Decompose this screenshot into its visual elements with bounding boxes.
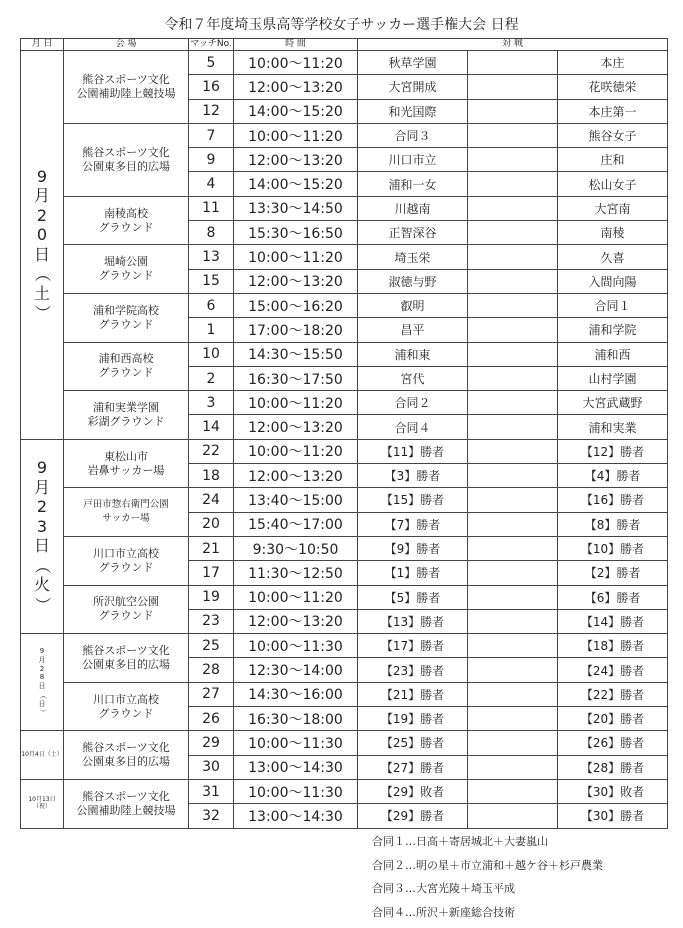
away-team: 【30】敗者 xyxy=(558,779,668,803)
home-team: 【25】勝者 xyxy=(358,731,468,755)
home-team: 【7】勝者 xyxy=(358,512,468,536)
venue-line: 堀崎公園 xyxy=(104,255,148,269)
pairing-spacer xyxy=(468,755,558,779)
match-number: 29 xyxy=(189,731,234,755)
date-label xyxy=(34,167,50,323)
venue-line: 公園補助陸上競技場 xyxy=(76,803,176,817)
home-team: 秋草学園 xyxy=(358,51,468,75)
away-team: 【16】勝者 xyxy=(558,488,668,512)
away-team: 本庄 xyxy=(558,51,668,75)
away-team: 【6】勝者 xyxy=(558,585,668,609)
venue-line: 熊谷スポーツ文化 xyxy=(82,145,170,159)
table-row xyxy=(21,123,668,147)
match-number: 3 xyxy=(189,391,234,415)
pairing-spacer xyxy=(468,51,558,75)
pairing-spacer xyxy=(468,415,558,439)
pairing-spacer xyxy=(468,148,558,172)
venue-cell xyxy=(64,634,189,683)
venue-line: グラウンド xyxy=(98,609,154,623)
match-number: 31 xyxy=(189,779,234,803)
venue-cell xyxy=(64,682,189,731)
table-row xyxy=(21,293,668,317)
venue-cell xyxy=(64,391,189,440)
date-char: 9 xyxy=(39,647,45,656)
match-time: 13:00～14:30 xyxy=(234,804,358,828)
match-time: 15:00～16:20 xyxy=(234,293,358,317)
table-row xyxy=(21,634,668,658)
table-row xyxy=(21,439,668,463)
date-char: 日 xyxy=(38,699,46,708)
match-number: 15 xyxy=(189,269,234,293)
note-line: 合同３…大宮光陵＋埼玉平成 xyxy=(372,882,515,896)
match-number: 23 xyxy=(189,609,234,633)
match-number: 14 xyxy=(189,415,234,439)
pairing-spacer xyxy=(468,293,558,317)
match-number: 1 xyxy=(189,318,234,342)
pairing-spacer xyxy=(468,585,558,609)
away-team: 【24】勝者 xyxy=(558,658,668,682)
away-team: 入間向陽 xyxy=(558,269,668,293)
away-team: 浦和実業 xyxy=(558,415,668,439)
away-team: 【20】勝者 xyxy=(558,707,668,731)
match-time: 10:00～11:20 xyxy=(234,585,358,609)
venue-line: 戸田市惣右衛門公園 xyxy=(83,499,169,511)
pairing-spacer xyxy=(468,536,558,560)
away-team: 大宮南 xyxy=(558,196,668,220)
match-time: 15:40～17:00 xyxy=(234,512,358,536)
pairing-spacer xyxy=(468,391,558,415)
home-team: 【15】勝者 xyxy=(358,488,468,512)
match-time: 14:00～15:20 xyxy=(234,172,358,196)
date-char: （ xyxy=(32,266,52,283)
table-row xyxy=(21,585,668,609)
date-char: 日 xyxy=(33,244,50,264)
header-time: 時 間 xyxy=(234,39,358,51)
notes xyxy=(372,834,603,928)
header-date: 月 日 xyxy=(21,39,64,51)
pairing-spacer xyxy=(468,269,558,293)
home-team: 【29】勝者 xyxy=(358,804,468,828)
venue-cell xyxy=(64,293,189,342)
match-time: 9:30～10:50 xyxy=(234,536,358,560)
schedule-table xyxy=(20,38,668,829)
venue-cell xyxy=(64,245,189,294)
home-team: 【13】勝者 xyxy=(358,609,468,633)
pairing-spacer xyxy=(468,366,558,390)
venue-line: 岩鼻サッカー場 xyxy=(87,463,165,477)
date-cell xyxy=(21,779,64,828)
pairing-spacer xyxy=(468,609,558,633)
away-team: 南稜 xyxy=(558,221,668,245)
date-char: 日 xyxy=(33,536,50,556)
venue-cell xyxy=(64,439,189,488)
home-team: 浦和一女 xyxy=(358,172,468,196)
away-team: 【4】勝者 xyxy=(558,464,668,488)
home-team: 浦和東 xyxy=(358,342,468,366)
pairing-spacer xyxy=(468,464,558,488)
match-number: 2 xyxy=(189,366,234,390)
venue-line: 公園東多目的広場 xyxy=(82,159,170,173)
away-team: 【8】勝者 xyxy=(558,512,668,536)
pairing-spacer xyxy=(468,318,558,342)
venue-line: 川口市立高校 xyxy=(93,546,159,560)
away-team: 久喜 xyxy=(558,245,668,269)
date-cell xyxy=(21,634,64,731)
home-team: 川越南 xyxy=(358,196,468,220)
venue-line: 浦和実業学園 xyxy=(93,400,159,414)
home-team: 【19】勝者 xyxy=(358,707,468,731)
match-number: 9 xyxy=(189,148,234,172)
date-char: ） xyxy=(32,305,52,322)
match-time: 17:00～18:20 xyxy=(234,318,358,342)
match-time: 12:00～13:20 xyxy=(234,75,358,99)
home-team: 【17】勝者 xyxy=(358,634,468,658)
venue-cell xyxy=(64,731,189,780)
venue-line: 熊谷スポーツ文化 xyxy=(82,741,170,755)
away-team: 【22】勝者 xyxy=(558,682,668,706)
date-char: 3 xyxy=(36,516,48,536)
venue-line: 熊谷スポーツ文化 xyxy=(82,72,170,86)
home-team: 昌平 xyxy=(358,318,468,342)
date-cell xyxy=(21,439,64,633)
away-team: 【12】勝者 xyxy=(558,439,668,463)
home-team: 合同３ xyxy=(358,123,468,147)
match-number: 18 xyxy=(189,464,234,488)
home-team: 【21】勝者 xyxy=(358,682,468,706)
match-number: 10 xyxy=(189,342,234,366)
pairing-spacer xyxy=(468,731,558,755)
match-number: 11 xyxy=(189,196,234,220)
away-team: 山村学園 xyxy=(558,366,668,390)
header-match: マッチNo. xyxy=(190,39,232,49)
pairing-spacer xyxy=(468,99,558,123)
pairing-spacer xyxy=(468,123,558,147)
match-number: 12 xyxy=(189,99,234,123)
match-time: 12:00～13:20 xyxy=(234,148,358,172)
match-time: 10:00～11:20 xyxy=(234,439,358,463)
match-number: 28 xyxy=(189,658,234,682)
match-time: 10:00～11:20 xyxy=(234,123,358,147)
date-char: 月 xyxy=(33,477,50,497)
away-team: 花咲徳栄 xyxy=(558,75,668,99)
date-label: 10月4日（土） xyxy=(21,751,63,759)
away-team: 【30】勝者 xyxy=(558,804,668,828)
match-time: 14:30～15:50 xyxy=(234,342,358,366)
pairing-spacer xyxy=(468,172,558,196)
venue-cell xyxy=(64,196,189,245)
home-team: 【11】勝者 xyxy=(358,439,468,463)
note-line: 合同４…所沢＋新座総合技術 xyxy=(372,905,515,919)
match-time: 12:00～13:20 xyxy=(234,609,358,633)
date-char: 2 xyxy=(39,664,45,673)
header-row xyxy=(21,39,668,51)
venue-line: サッカー場 xyxy=(102,513,150,525)
match-time: 10:00～11:30 xyxy=(234,779,358,803)
date-char: ） xyxy=(38,709,47,717)
match-number: 6 xyxy=(189,293,234,317)
pairing-spacer xyxy=(468,512,558,536)
date-char: 9 xyxy=(36,166,48,186)
away-team: 【26】勝者 xyxy=(558,731,668,755)
away-team: 熊谷女子 xyxy=(558,123,668,147)
date-char: 9 xyxy=(36,458,48,478)
match-number: 8 xyxy=(189,221,234,245)
venue-line: グラウンド xyxy=(98,269,154,283)
venue-cell xyxy=(64,585,189,634)
match-time: 10:00～11:30 xyxy=(234,634,358,658)
venue-line: 浦和西高校 xyxy=(98,352,154,366)
home-team: 合同２ xyxy=(358,391,468,415)
match-time: 16:30～18:00 xyxy=(234,707,358,731)
match-time: 11:30～12:50 xyxy=(234,561,358,585)
away-team: 合同１ xyxy=(558,293,668,317)
venue-line: 南稜高校 xyxy=(104,206,148,220)
away-team: 本庄第一 xyxy=(558,99,668,123)
venue-line: 熊谷スポーツ文化 xyxy=(82,643,170,657)
table-row xyxy=(21,245,668,269)
match-number: 21 xyxy=(189,536,234,560)
venue-cell xyxy=(64,123,189,196)
venue-line: 公園東多目的広場 xyxy=(82,657,170,671)
table-row xyxy=(21,196,668,220)
venue-line: 所沢航空公園 xyxy=(93,595,159,609)
match-time: 16:30～17:50 xyxy=(234,366,358,390)
away-team: 庄和 xyxy=(558,148,668,172)
pairing-spacer xyxy=(468,75,558,99)
match-time: 12:30～14:00 xyxy=(234,658,358,682)
match-number: 5 xyxy=(189,51,234,75)
home-team: 【23】勝者 xyxy=(358,658,468,682)
match-time: 10:00～11:30 xyxy=(234,731,358,755)
date-cell xyxy=(21,731,64,780)
match-number: 7 xyxy=(189,123,234,147)
venue-line: 浦和学院高校 xyxy=(93,303,159,317)
away-team: 【28】勝者 xyxy=(558,755,668,779)
home-team: 大宮開成 xyxy=(358,75,468,99)
match-time: 10:00～11:20 xyxy=(234,245,358,269)
match-time: 13:00～14:30 xyxy=(234,755,358,779)
pairing-spacer xyxy=(468,634,558,658)
pairing-spacer xyxy=(468,342,558,366)
date-char: ） xyxy=(32,596,52,613)
match-number: 20 xyxy=(189,512,234,536)
pairing-spacer xyxy=(468,488,558,512)
note-line: 合同１…日高＋寄居城北＋大妻嵐山 xyxy=(372,835,548,848)
table-row xyxy=(21,682,668,706)
table-row xyxy=(21,488,668,512)
date-char: （ xyxy=(32,557,52,574)
venue-line: グラウンド xyxy=(98,220,154,234)
venue-line: 彩湖グラウンド xyxy=(87,414,165,428)
venue-cell xyxy=(64,51,189,124)
venue-line: 公園補助陸上競技場 xyxy=(76,86,176,100)
pairing-spacer xyxy=(468,245,558,269)
date-char: （ xyxy=(38,691,47,699)
date-label: 10月13日（祝） xyxy=(28,796,56,811)
home-team: 【1】勝者 xyxy=(358,561,468,585)
header-venue: 会 場 xyxy=(64,39,189,51)
date-char: 8 xyxy=(39,673,45,682)
home-team: 合同４ xyxy=(358,415,468,439)
match-number: 26 xyxy=(189,707,234,731)
match-number: 16 xyxy=(189,75,234,99)
page-title: 令和７年度埼玉県高等学校女子サッカー選手権大会 日程 xyxy=(164,17,519,33)
home-team: 川口市立 xyxy=(358,148,468,172)
match-number: 27 xyxy=(189,682,234,706)
home-team: 【29】敗者 xyxy=(358,779,468,803)
home-team: 【3】勝者 xyxy=(358,464,468,488)
home-team: 宮代 xyxy=(358,366,468,390)
away-team: 浦和西 xyxy=(558,342,668,366)
date-char: 火 xyxy=(33,575,50,595)
pairing-spacer xyxy=(468,561,558,585)
date-label xyxy=(39,647,46,717)
table-row xyxy=(21,731,668,755)
note-line: 合同２…明の星＋市立浦和＋越ケ谷＋杉戸農業 xyxy=(372,858,603,872)
home-team: 和光国際 xyxy=(358,99,468,123)
match-number: 30 xyxy=(189,755,234,779)
home-team: 埼玉栄 xyxy=(358,245,468,269)
match-time: 14:30～16:00 xyxy=(234,682,358,706)
home-team: 淑徳与野 xyxy=(358,269,468,293)
away-team: 【2】勝者 xyxy=(558,561,668,585)
venue-line: グラウンド xyxy=(98,706,154,720)
date-char: 2 xyxy=(36,205,48,225)
pairing-spacer xyxy=(468,196,558,220)
venue-line: グラウンド xyxy=(98,560,154,574)
away-team: 浦和学院 xyxy=(558,318,668,342)
header-pairing: 対 戦 xyxy=(358,39,668,51)
venue-cell xyxy=(64,779,189,828)
date-label xyxy=(34,458,50,614)
date-cell xyxy=(21,51,64,440)
pairing-spacer xyxy=(468,658,558,682)
venue-cell xyxy=(64,536,189,585)
match-number: 25 xyxy=(189,634,234,658)
match-number: 17 xyxy=(189,561,234,585)
pairing-spacer xyxy=(468,804,558,828)
home-team: 正智深谷 xyxy=(358,221,468,245)
match-time: 13:30～14:50 xyxy=(234,196,358,220)
match-number: 22 xyxy=(189,439,234,463)
match-time: 12:00～13:20 xyxy=(234,415,358,439)
date-char: 日 xyxy=(38,682,46,691)
venue-line: 公園東多目的広場 xyxy=(82,755,170,769)
date-char: 月 xyxy=(38,655,46,664)
table-row xyxy=(21,51,668,75)
match-number: 13 xyxy=(189,245,234,269)
match-time: 13:40～15:00 xyxy=(234,488,358,512)
home-team: 【5】勝者 xyxy=(358,585,468,609)
away-team: 【10】勝者 xyxy=(558,536,668,560)
match-number: 4 xyxy=(189,172,234,196)
match-time: 12:00～13:20 xyxy=(234,269,358,293)
match-time: 14:00～15:20 xyxy=(234,99,358,123)
pairing-spacer xyxy=(468,779,558,803)
venue-cell xyxy=(64,342,189,391)
match-time: 10:00～11:20 xyxy=(234,51,358,75)
table-row xyxy=(21,342,668,366)
away-team: 【18】勝者 xyxy=(558,634,668,658)
venue-line: 東松山市 xyxy=(104,449,148,463)
home-team: 【9】勝者 xyxy=(358,536,468,560)
away-team: 大宮武蔵野 xyxy=(558,391,668,415)
date-char: 月 xyxy=(33,186,50,206)
pairing-spacer xyxy=(468,439,558,463)
venue-line: グラウンド xyxy=(98,317,154,331)
match-number: 19 xyxy=(189,585,234,609)
date-char: 2 xyxy=(36,497,48,517)
match-time: 12:00～13:20 xyxy=(234,464,358,488)
match-time: 15:30～16:50 xyxy=(234,221,358,245)
home-team: 叡明 xyxy=(358,293,468,317)
pairing-spacer xyxy=(468,682,558,706)
away-team: 【14】勝者 xyxy=(558,609,668,633)
pairing-spacer xyxy=(468,221,558,245)
away-team: 松山女子 xyxy=(558,172,668,196)
table-row xyxy=(21,779,668,803)
venue-line: 熊谷スポーツ文化 xyxy=(82,789,170,803)
date-char: 0 xyxy=(36,225,48,245)
table-row xyxy=(21,536,668,560)
venue-line: 川口市立高校 xyxy=(93,692,159,706)
table-row xyxy=(21,391,668,415)
date-char: 土 xyxy=(33,283,50,303)
match-number: 24 xyxy=(189,488,234,512)
match-time: 10:00～11:20 xyxy=(234,391,358,415)
venue-cell xyxy=(64,488,189,537)
pairing-spacer xyxy=(468,707,558,731)
venue-line: グラウンド xyxy=(98,366,154,380)
home-team: 【27】勝者 xyxy=(358,755,468,779)
match-number: 32 xyxy=(189,804,234,828)
